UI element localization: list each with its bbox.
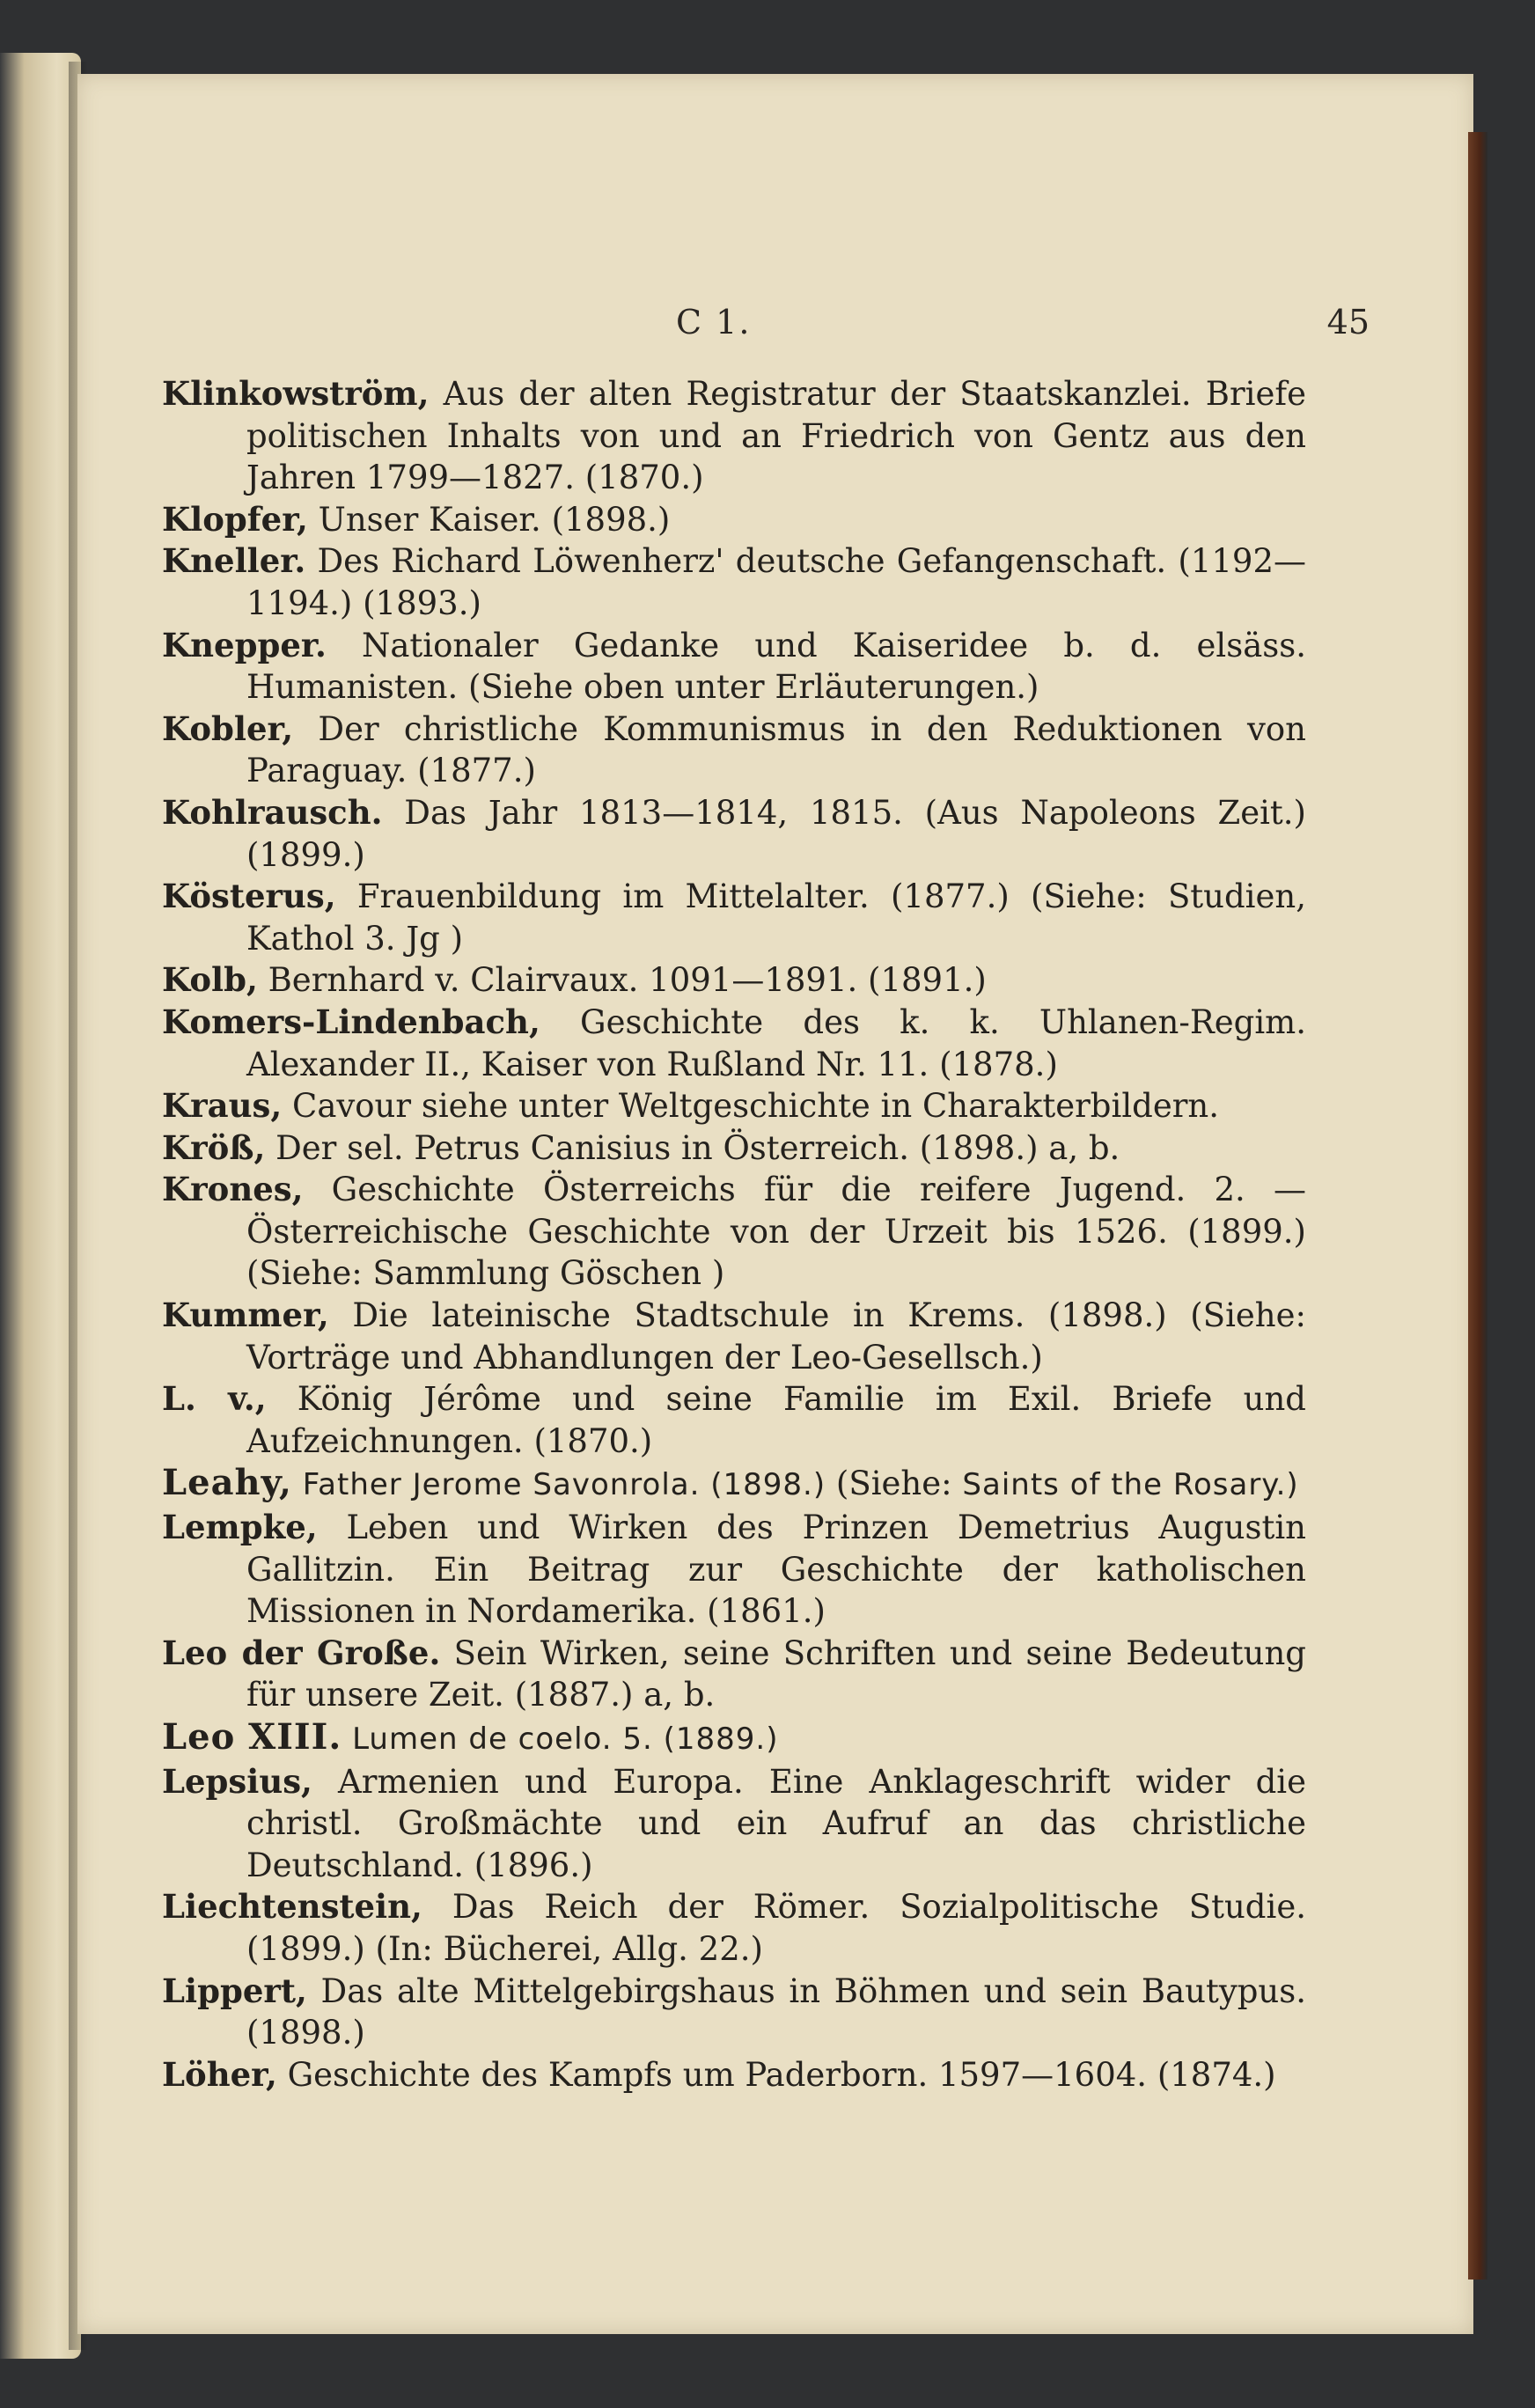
- entry-klinkowstroem: [162, 373, 1306, 499]
- entry-text: Lumen de coelo. 5. (1889.): [342, 1722, 779, 1757]
- entry-text: Father Jerome Savonrola. (1898.): [291, 1467, 836, 1503]
- entry-author: Lepsius,: [162, 1761, 312, 1801]
- entry-text: Aus der alten Registratur der Staatskanzlei. Briefe politischen Inhalts von und an Friedrich von Gentz aus den Jahren 1799—1827. (1870.): [246, 375, 1306, 497]
- entry-text: Bernhard v. Clairvaux. 1091—1891. (1891.): [257, 961, 987, 1000]
- entry-text: Nationaler Gedanke und Kaiseridee b. d. elsäss. Humanisten. (Siehe oben unter Erläuterungen.): [246, 626, 1306, 707]
- entry-kneller: [162, 540, 1306, 624]
- running-header: [77, 303, 1473, 356]
- entry-leo-der-grosse: [162, 1633, 1306, 1716]
- entry-text: Die lateinische Stadtschule in Krems. (1898.) (Siehe: Vorträge und Abhandlungen der Leo-Gesellsch.): [246, 1296, 1306, 1377]
- entry-knepper: [162, 625, 1306, 708]
- entry-author: Kröß,: [162, 1127, 266, 1167]
- entry-lepsius: [162, 1761, 1306, 1887]
- page-number: 45: [1326, 303, 1370, 341]
- entry-leo-xiii: [162, 1716, 1306, 1761]
- entry-text: Geschichte des Kampfs um Paderborn. 1597—1604. (1874.): [276, 2055, 1276, 2094]
- entry-text: Geschichte des k. k. Uhlanen-Regim. Alexander II., Kaiser von Rußland Nr. 11. (1878.): [246, 1002, 1306, 1083]
- entry-kummer: [162, 1295, 1306, 1378]
- entry-loeher: [162, 2054, 1306, 2096]
- entry-text: Das alte Mittelgebirgshaus in Böhmen und sein Bautypus. (1898.): [246, 1971, 1306, 2052]
- book-page: [77, 74, 1473, 2334]
- entry-author: Kösterus,: [162, 877, 336, 916]
- entry-author: Leahy,: [162, 1462, 292, 1504]
- entry-author: Leo XIII.: [162, 1716, 342, 1758]
- signature-mark: C 1.: [676, 303, 752, 341]
- entry-kolb: [162, 959, 1306, 1002]
- entry-text: König Jérôme und seine Familie im Exil. Briefe und Aufzeichnungen. (1870.): [246, 1380, 1306, 1460]
- entry-komers-lindenbach: [162, 1002, 1306, 1085]
- entry-author: L. v.,: [162, 1379, 267, 1419]
- entry-author: Kohlrausch.: [162, 792, 383, 832]
- entry-leahy: [162, 1462, 1306, 1507]
- entry-author: Komers-Lindenbach,: [162, 1002, 540, 1041]
- book-cover-edge: [1468, 132, 1487, 2280]
- entry-author: Lempke,: [162, 1508, 318, 1547]
- entry-author: Lippert,: [162, 1971, 307, 2010]
- entry-liechtenstein: [162, 1886, 1306, 1970]
- entry-author: Liechtenstein,: [162, 1887, 422, 1927]
- entry-author: Kraus,: [162, 1086, 283, 1126]
- entry-text: Der sel. Petrus Canisius in Österreich. (1898.) a, b.: [265, 1128, 1120, 1167]
- entry-author: Kummer,: [162, 1296, 329, 1335]
- entry-text: Das Jahr 1813—1814, 1815. (Aus Napoleons Zeit.) (1899.): [246, 793, 1306, 874]
- entry-author: Klopfer,: [162, 499, 308, 539]
- entry-lempke: [162, 1507, 1306, 1633]
- entry-text: Sein Wirken, seine Schriften und seine Bedeutung für unsere Zeit. (1887.) a, b.: [246, 1633, 1306, 1714]
- entry-kraus: [162, 1085, 1306, 1127]
- entry-text: Des Richard Löwenherz' deutsche Gefangenschaft. (1192—1194.) (1893.): [246, 542, 1306, 622]
- entry-author: Kolb,: [162, 960, 258, 1000]
- entry-text: Das Reich der Römer. Sozialpolitische Studie. (1899.) (In: Bücherei, Allg. 22.): [246, 1888, 1306, 1968]
- entry-kobler: [162, 708, 1306, 792]
- entry-author: Klinkowström,: [162, 374, 430, 413]
- entry-author: Kneller.: [162, 541, 306, 581]
- entry-text: Geschichte Österreichs für die reifere Jugend. 2. — Österreichische Geschichte von der Urzeit bis 1526. (1899.) (Siehe: Sammlung Göschen ): [246, 1171, 1306, 1293]
- entry-kohlrausch: [162, 792, 1306, 876]
- entry-text: Cavour siehe unter Weltgeschichte in Charakterbildern.: [282, 1087, 1220, 1126]
- entry-lippert: [162, 1971, 1306, 2054]
- entry-klopfer: [162, 499, 1306, 541]
- entry-text: Frauenbildung im Mittelalter. (1877.) (Siehe: Studien, Kathol 3. Jg ): [246, 877, 1306, 958]
- entry-author: Leo der Große.: [162, 1633, 441, 1672]
- entry-text: Leben und Wirken des Prinzen Demetrius Augustin Gallitzin. Ein Beitrag zur Geschichte der katholischen Missionen in Nordamerika. (1861.): [246, 1509, 1306, 1631]
- entry-kroess: [162, 1127, 1306, 1170]
- bibliography-list: [162, 373, 1306, 2096]
- entry-text: Armenien und Europa. Eine Anklageschrift wider die christl. Großmächte und ein Aufruf an das christliche Deutschland. (1896.): [246, 1762, 1306, 1884]
- entry-text-ref: Saints of the Rosary.): [951, 1467, 1299, 1503]
- entry-author: Löher,: [162, 2054, 277, 2094]
- entry-author: Knepper.: [162, 625, 327, 664]
- entry-l-v: [162, 1378, 1306, 1462]
- entry-text: Der christliche Kommunismus in den Reduktionen von Paraguay. (1877.): [246, 709, 1306, 790]
- entry-krones: [162, 1169, 1306, 1295]
- entry-text-see: (Siehe:: [835, 1465, 952, 1503]
- entry-text: Unser Kaiser. (1898.): [307, 500, 671, 539]
- entry-koesterus: [162, 876, 1306, 959]
- entry-author: Krones,: [162, 1170, 304, 1209]
- entry-author: Kobler,: [162, 708, 294, 748]
